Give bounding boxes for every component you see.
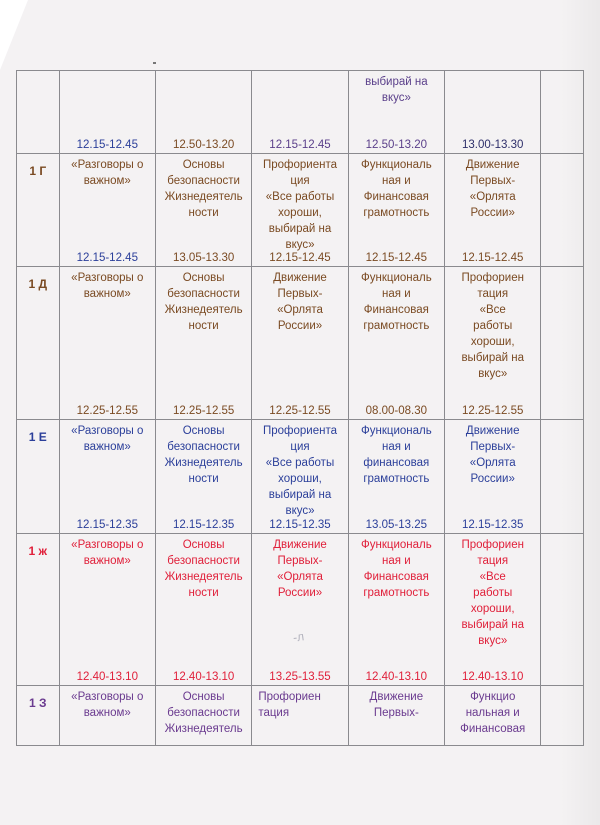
time-text: 12.40-13.10 — [462, 671, 524, 683]
subject-text: Основы безопасности Жизнедеятель ности — [164, 539, 243, 599]
class-label: 1 Д — [28, 277, 48, 291]
schedule-cell — [348, 534, 444, 686]
schedule-cell — [252, 420, 348, 534]
time-text: 12.15-12.35 — [76, 519, 138, 531]
subject-text: выбирай на вкус» — [365, 76, 428, 104]
schedule-cell — [348, 154, 444, 267]
subject-text: Функциональ ная и Финансовая грамотность — [360, 159, 432, 219]
schedule-cell — [155, 71, 251, 154]
subject-text — [445, 71, 540, 74]
time-text: 12.40-13.10 — [76, 671, 138, 683]
time-text: 13.25-13.55 — [269, 671, 331, 683]
page-corner-fold — [0, 0, 28, 70]
schedule-cell — [348, 71, 444, 154]
subject-text: Функцио нальная и Финансовая — [460, 691, 526, 735]
schedule-cell — [59, 267, 155, 420]
schedule-cell — [59, 534, 155, 686]
schedule-cell — [445, 686, 541, 746]
schedule-cell — [252, 71, 348, 154]
schedule-cell — [59, 71, 155, 154]
stray-pencil-mark: -л — [292, 629, 305, 645]
schedule-cell — [348, 420, 444, 534]
subject-text: Профориен тация «Все работы хороши, выбирай на вкус» — [461, 272, 524, 380]
class-label: 1 З — [29, 696, 47, 710]
time-text: 12.40-13.10 — [172, 671, 235, 683]
empty-cell — [541, 154, 584, 267]
time-text: 12.15-12.35 — [269, 519, 331, 531]
time-text: 13.05-13.30 — [172, 252, 235, 264]
schedule-cell — [59, 154, 155, 267]
table-row — [17, 71, 584, 154]
table-row — [17, 686, 584, 746]
subject-text: Движение Первых- «Орлята России» — [273, 272, 327, 332]
time-text: 08.00-08.30 — [365, 405, 428, 417]
subject-text — [156, 71, 251, 74]
time-text: 12.25-12.55 — [269, 405, 331, 417]
schedule-cell — [348, 267, 444, 420]
schedule-cell — [445, 534, 541, 686]
table-row — [17, 267, 584, 420]
subject-text: Профориен тация — [258, 691, 321, 719]
schedule-cell — [445, 420, 541, 534]
class-label — [17, 71, 59, 81]
time-text: 13.00-13.30 — [462, 139, 524, 151]
schedule-cell — [155, 267, 251, 420]
subject-text: Профориен тация «Все работы хороши, выбирай на вкус» — [461, 539, 524, 647]
ink-speck — [153, 62, 156, 64]
empty-cell — [541, 534, 584, 686]
schedule-cell — [348, 686, 444, 746]
class-label: 1 Г — [29, 164, 47, 178]
schedule-cell — [155, 154, 251, 267]
table-row — [17, 534, 584, 686]
subject-text: Движение Первых- — [369, 691, 424, 719]
subject-text: Функциональ ная и Финансовая грамотность — [360, 272, 432, 332]
subject-text: «Разговоры о важном» — [71, 539, 144, 567]
subject-text: Основы безопасности Жизнедеятель ности — [164, 159, 243, 219]
class-cell — [17, 71, 60, 154]
time-text: 12.15-12.35 — [172, 519, 235, 531]
schedule-cell — [252, 267, 348, 420]
subject-text — [60, 71, 155, 74]
time-text: 12.25-12.55 — [76, 405, 138, 417]
subject-text: Движение Первых- «Орлята России» — [273, 539, 327, 599]
class-cell — [17, 154, 60, 267]
table-row — [17, 420, 584, 534]
schedule-cell — [252, 154, 348, 267]
time-text: 12.15-12.45 — [365, 252, 428, 264]
class-cell — [17, 534, 60, 686]
empty-cell — [541, 71, 584, 154]
time-text: 12.15-12.45 — [76, 139, 138, 151]
schedule-cell — [59, 686, 155, 746]
empty-cell — [541, 267, 584, 420]
class-label: 1 ж — [28, 544, 48, 558]
subject-text — [252, 71, 347, 74]
time-text: 12.50-13.20 — [172, 139, 235, 151]
subject-text: Функциональ ная и финансовая грамотность — [360, 425, 432, 485]
time-text: 12.25-12.55 — [462, 405, 524, 417]
subject-text: «Разговоры о важном» — [71, 272, 144, 300]
table-row — [17, 154, 584, 267]
subject-text: Основы безопасности Жизнедеятель ности — [164, 272, 243, 332]
subject-text: «Разговоры о важном» — [71, 691, 144, 719]
time-text: 12.40-13.10 — [365, 671, 428, 683]
subject-text: Функциональ ная и Финансовая грамотность — [360, 539, 432, 599]
subject-text: «Разговоры о важном» — [71, 425, 144, 453]
schedule-table — [16, 70, 584, 746]
schedule-cell — [155, 534, 251, 686]
class-cell — [17, 420, 60, 534]
class-cell — [17, 686, 60, 746]
time-text: 12.50-13.20 — [365, 139, 428, 151]
time-text: 12.15-12.45 — [76, 252, 138, 264]
subject-text: Движение Первых- «Орлята России» — [465, 159, 520, 219]
schedule-cell — [445, 154, 541, 267]
time-text: 12.15-12.45 — [462, 252, 524, 264]
schedule-cell — [445, 71, 541, 154]
class-cell — [17, 267, 60, 420]
schedule-cell — [252, 686, 348, 746]
subject-text: Профориента ция «Все работы хороши, выбирай на вкус» — [262, 425, 337, 517]
subject-text: Основы безопасности Жизнедеятель — [164, 691, 243, 735]
schedule-cell — [252, 534, 348, 686]
subject-text: Основы безопасности Жизнедеятель ности — [164, 425, 243, 485]
subject-text: Движение Первых- «Орлята России» — [465, 425, 520, 485]
subject-text: Профориента ция «Все работы хороши, выбирай на вкус» — [262, 159, 337, 251]
time-text: 12.15-12.45 — [269, 252, 331, 264]
subject-text: «Разговоры о важном» — [71, 159, 144, 187]
time-text: 12.25-12.55 — [172, 405, 235, 417]
empty-cell — [541, 420, 584, 534]
time-text: 12.15-12.45 — [269, 139, 331, 151]
time-text: 12.15-12.35 — [462, 519, 524, 531]
schedule-cell — [59, 420, 155, 534]
empty-cell — [541, 686, 584, 746]
schedule-cell — [445, 267, 541, 420]
schedule-cell — [155, 420, 251, 534]
class-label: 1 Е — [28, 430, 47, 444]
time-text: 13.05-13.25 — [365, 519, 428, 531]
schedule-cell — [155, 686, 251, 746]
